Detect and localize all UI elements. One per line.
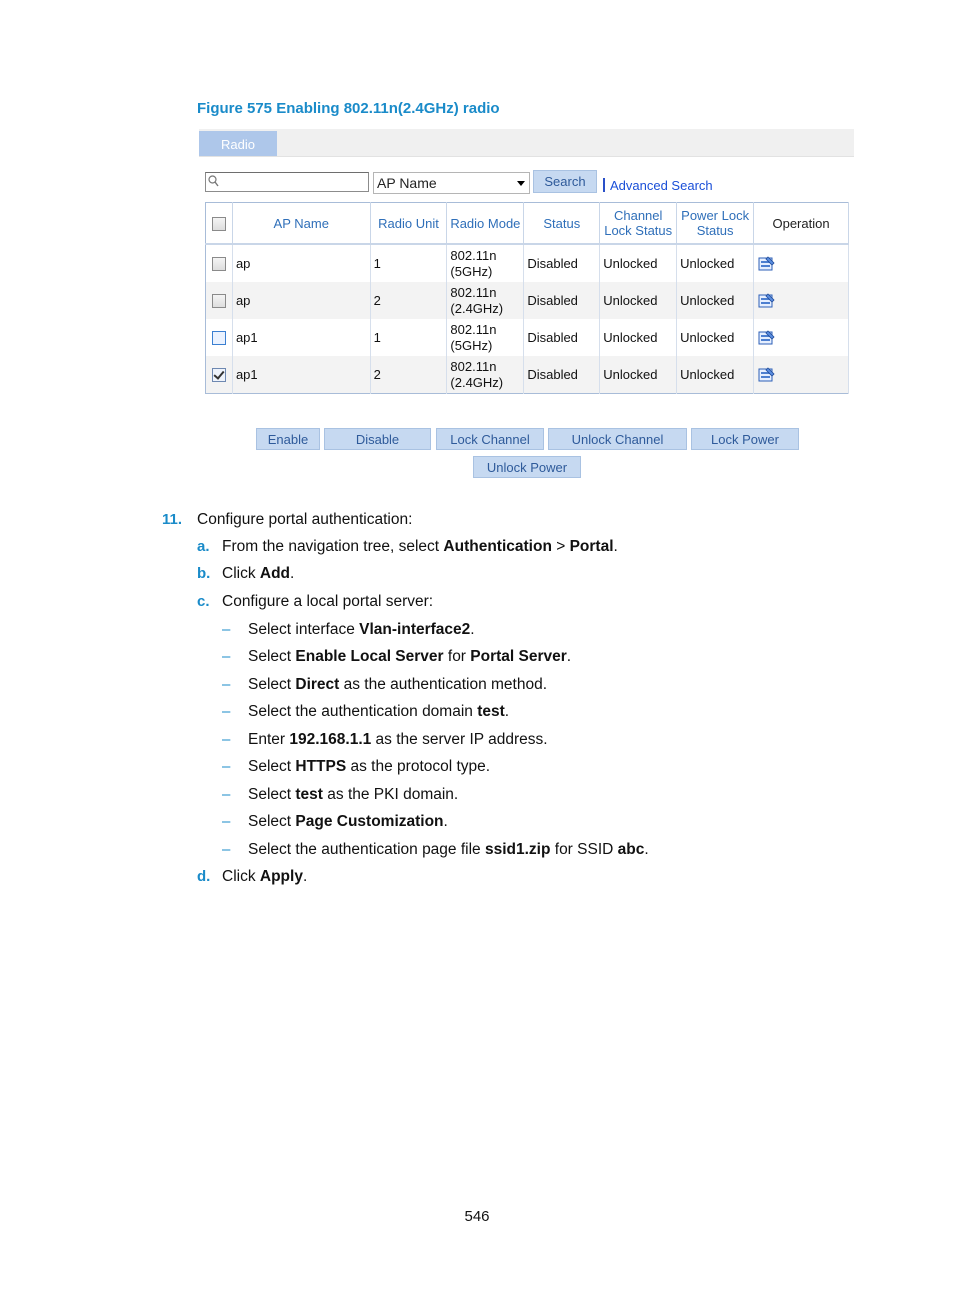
bullet-item xyxy=(248,703,509,721)
cell-radio-mode xyxy=(447,244,524,282)
col-radio-unit[interactable]: Radio Unit xyxy=(370,203,447,245)
substep-b-pre: Click xyxy=(222,565,260,582)
cell-radio-unit: 2 xyxy=(370,356,447,394)
cell-operation xyxy=(754,319,849,356)
substep-b-bold: Add xyxy=(259,565,291,582)
cell-power-lock: Unlocked xyxy=(677,282,754,319)
advanced-search[interactable] xyxy=(603,178,713,193)
bullet-item xyxy=(248,813,448,831)
bullet-bold: test xyxy=(295,786,323,803)
cell-status: Disabled xyxy=(524,244,600,282)
search-input[interactable] xyxy=(222,174,366,192)
row-select-cell xyxy=(206,319,233,356)
table-row xyxy=(206,244,849,282)
bullet-post: . xyxy=(470,621,475,638)
bullet-bold: Page Customization xyxy=(295,813,444,830)
bullet-bold: ssid1.zip xyxy=(484,841,551,858)
substep-b-post: . xyxy=(290,565,295,582)
search-field-select[interactable] xyxy=(373,172,530,194)
table-row xyxy=(206,356,849,394)
bullet-item xyxy=(248,758,490,776)
substep-d-pre: Click xyxy=(222,868,260,885)
table-row xyxy=(206,319,849,356)
bullet-bold: test xyxy=(477,703,505,720)
bullet-post: . xyxy=(644,841,649,858)
col-operation: Operation xyxy=(754,203,849,245)
cell-channel-lock: Unlocked xyxy=(600,319,677,356)
bullet-pre: Enter xyxy=(248,731,290,748)
table-row xyxy=(206,282,849,319)
select-all-cell xyxy=(206,203,233,245)
tab-radio[interactable]: Radio xyxy=(199,131,277,156)
search-field-value: AP Name xyxy=(377,175,437,191)
row-select-cell xyxy=(206,356,233,394)
cell-power-lock: Unlocked xyxy=(677,356,754,394)
step-text: Configure portal authentication: xyxy=(197,511,413,528)
mode-line1: 802.11n xyxy=(450,321,497,337)
figure-caption: Figure 575 Enabling 802.11n(2.4GHz) radio xyxy=(197,100,500,117)
cell-channel-lock: Unlocked xyxy=(600,282,677,319)
bullet-dash: – xyxy=(222,648,231,665)
cell-channel-lock: Unlocked xyxy=(600,244,677,282)
disable-button[interactable]: Disable xyxy=(324,428,431,450)
bullet-item xyxy=(248,841,649,859)
mode-line1: 802.11n xyxy=(450,284,497,300)
bullet-mid: for xyxy=(443,648,471,665)
cell-power-lock: Unlocked xyxy=(677,244,754,282)
cell-status: Disabled xyxy=(524,282,600,319)
substep-a-letter: a. xyxy=(197,538,210,555)
cell-radio-mode xyxy=(447,356,524,394)
substep-a-mid: > xyxy=(551,538,570,555)
bullet-pre: Select the authentication page file xyxy=(248,841,485,858)
tab-bar xyxy=(199,129,854,157)
bullet-pre: Select xyxy=(248,758,296,775)
bullet-post: . xyxy=(443,813,448,830)
substep-a-bold2: Portal xyxy=(569,538,614,555)
substep-a-bold1: Authentication xyxy=(443,538,552,555)
radio-table xyxy=(205,202,849,394)
cell-radio-unit: 1 xyxy=(370,244,447,282)
substep-a xyxy=(222,538,618,556)
search-button[interactable]: Search xyxy=(533,170,597,193)
cell-ap-name: ap xyxy=(232,244,370,282)
mode-line2: (2.4GHz) xyxy=(450,374,504,390)
substep-c: Configure a local portal server: xyxy=(222,593,434,610)
bullet-pre: Select xyxy=(248,676,296,693)
substep-d-post: . xyxy=(302,868,308,885)
bullet-dash: – xyxy=(222,676,231,693)
mode-line1: 802.11n xyxy=(450,247,497,263)
mode-line1: 802.11n xyxy=(450,358,497,374)
col-channel-lock-line1: Channel xyxy=(613,208,663,223)
cell-radio-unit: 2 xyxy=(370,282,447,319)
step-number: 11. xyxy=(162,511,183,528)
cell-radio-unit: 1 xyxy=(370,319,447,356)
table-header-row xyxy=(206,203,849,245)
bullet-bold2: abc xyxy=(617,841,645,858)
cell-ap-name: ap1 xyxy=(232,356,370,394)
cell-status: Disabled xyxy=(524,319,600,356)
bullet-dash: – xyxy=(222,786,231,803)
bullet-item xyxy=(248,676,547,694)
col-channel-lock-line2: Lock Status xyxy=(604,223,673,238)
bullet-bold: Vlan-interface2 xyxy=(359,621,471,638)
bullet-post: as the protocol type. xyxy=(346,758,491,775)
enable-button[interactable]: Enable xyxy=(256,428,320,450)
bullet-bold2: Portal Server xyxy=(470,648,567,665)
cell-operation xyxy=(754,244,849,282)
advanced-search-link[interactable]: Advanced Search xyxy=(610,178,713,193)
bullet-post: as the PKI domain. xyxy=(322,786,459,803)
bullet-bold: 192.168.1.1 xyxy=(289,731,372,748)
mode-line2: (2.4GHz) xyxy=(450,300,504,316)
cell-operation xyxy=(754,282,849,319)
bullet-pre: Select xyxy=(248,648,296,665)
unlock-power-button[interactable]: Unlock Power xyxy=(473,456,581,478)
row-checkbox-checked[interactable] xyxy=(212,368,226,382)
bullet-post: as the authentication method. xyxy=(339,676,547,693)
separator xyxy=(603,178,605,192)
bullet-item xyxy=(248,731,548,749)
edit-icon[interactable] xyxy=(758,292,776,310)
row-checkbox[interactable] xyxy=(212,331,226,345)
select-all-checkbox[interactable] xyxy=(212,217,226,231)
lock-power-button[interactable]: Lock Power xyxy=(691,428,799,450)
mode-line2: (5GHz) xyxy=(450,263,493,279)
row-select-cell xyxy=(206,244,233,282)
edit-icon[interactable] xyxy=(758,329,776,347)
edit-icon[interactable] xyxy=(758,255,776,273)
substep-a-post: . xyxy=(613,538,618,555)
bullet-dash: – xyxy=(222,703,231,720)
cell-ap-name: ap1 xyxy=(232,319,370,356)
search-icon xyxy=(208,175,220,188)
bullet-item xyxy=(248,786,458,804)
col-power-lock[interactable] xyxy=(677,203,754,245)
cell-radio-mode xyxy=(447,319,524,356)
bullet-post: as the server IP address. xyxy=(371,731,548,748)
search-input-box[interactable] xyxy=(205,172,369,192)
bullet-pre: Select xyxy=(248,786,296,803)
substep-c-letter: c. xyxy=(197,593,210,610)
cell-radio-mode xyxy=(447,282,524,319)
substep-d-bold: Apply xyxy=(259,868,303,885)
row-select-cell xyxy=(206,282,233,319)
col-ap-name[interactable]: AP Name xyxy=(232,203,370,245)
bullet-bold: HTTPS xyxy=(295,758,347,775)
col-radio-mode[interactable]: Radio Mode xyxy=(447,203,524,245)
cell-operation xyxy=(754,356,849,394)
chevron-down-icon xyxy=(517,181,525,186)
edit-icon[interactable] xyxy=(758,366,776,384)
bullet-pre: Select the authentication domain xyxy=(248,703,478,720)
bullet-dash: – xyxy=(222,813,231,830)
cell-ap-name: ap xyxy=(232,282,370,319)
substep-b xyxy=(222,565,294,583)
cell-power-lock: Unlocked xyxy=(677,319,754,356)
mode-line2: (5GHz) xyxy=(450,337,493,353)
col-power-lock-line1: Power Lock xyxy=(681,208,750,223)
bullet-item xyxy=(248,648,571,666)
cell-channel-lock: Unlocked xyxy=(600,356,677,394)
bullet-pre: Select xyxy=(248,813,296,830)
page-number: 546 xyxy=(464,1208,490,1225)
bullet-post: . xyxy=(566,648,572,665)
bullet-dash: – xyxy=(222,841,231,858)
bullet-bold: Direct xyxy=(295,676,340,693)
row-checkbox[interactable] xyxy=(212,257,226,271)
lock-channel-button[interactable]: Lock Channel xyxy=(436,428,544,450)
substep-a-pre: From the navigation tree, select xyxy=(222,538,444,555)
bullet-pre: Select interface xyxy=(248,621,360,638)
bullet-dash: – xyxy=(222,731,231,748)
row-checkbox[interactable] xyxy=(212,294,226,308)
bullet-bold: Enable Local Server xyxy=(295,648,444,665)
col-status[interactable]: Status xyxy=(524,203,600,245)
unlock-channel-button[interactable]: Unlock Channel xyxy=(548,428,687,450)
col-power-lock-line2: Status xyxy=(696,223,734,238)
col-channel-lock[interactable] xyxy=(600,203,677,245)
bullet-dash: – xyxy=(222,621,231,638)
substep-b-letter: b. xyxy=(197,565,211,582)
bullet-post: . xyxy=(504,703,510,720)
cell-status: Disabled xyxy=(524,356,600,394)
substep-d-letter: d. xyxy=(197,868,211,885)
bullet-mid: for SSID xyxy=(550,841,618,858)
substep-d xyxy=(222,868,307,886)
bullet-item xyxy=(248,621,475,639)
bullet-dash: – xyxy=(222,758,231,775)
